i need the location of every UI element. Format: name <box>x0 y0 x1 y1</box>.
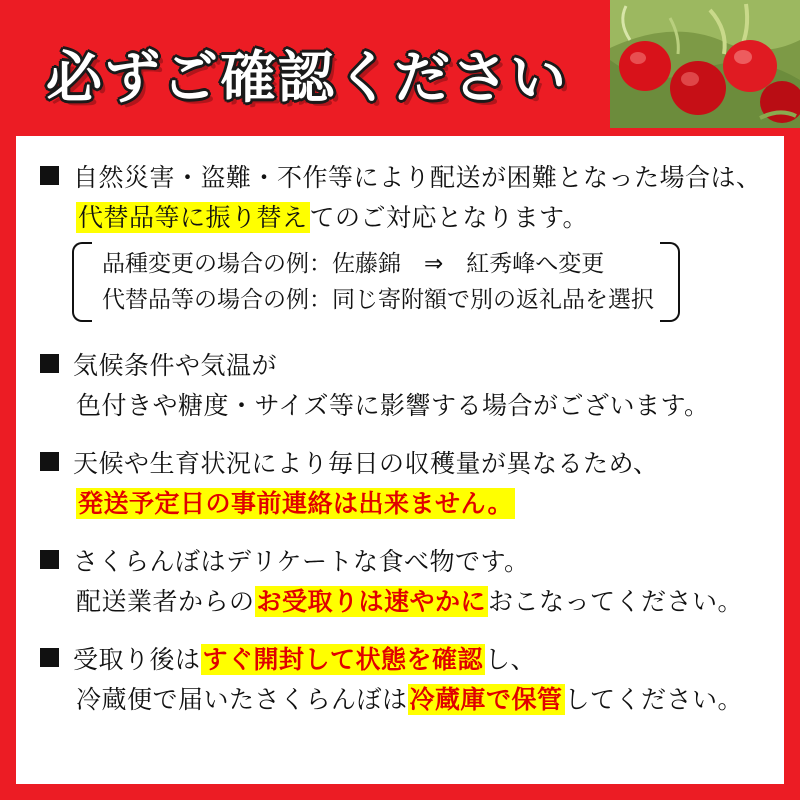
square-bullet-icon <box>40 354 59 373</box>
highlighted-text: 代替品等に振り替え <box>78 203 308 232</box>
notice-card <box>16 136 784 784</box>
notice-text: 配送業者からの <box>76 587 255 616</box>
notice-line <box>40 582 760 622</box>
square-bullet-icon <box>40 452 59 471</box>
notice-line <box>40 444 760 484</box>
highlighted-text: お受取りは速やかに <box>256 587 487 616</box>
notice-block <box>40 444 760 524</box>
notice-text: てのご対応となります。 <box>309 203 589 232</box>
example-box <box>72 242 680 322</box>
notice-block <box>40 640 760 720</box>
cherries-photo <box>610 0 800 128</box>
left-brace <box>72 242 92 322</box>
notice-text: 気候条件や気温が <box>73 351 278 380</box>
page-title: 必ずご確認ください <box>46 46 568 111</box>
notice-text: 天候や生育状況により毎日の収穫量が異なるため、 <box>73 449 659 478</box>
notice-line <box>40 542 760 582</box>
notice-line <box>40 484 760 524</box>
highlighted-text: すぐ開封して状態を確認 <box>202 645 484 674</box>
notice-line <box>40 680 760 720</box>
highlighted-text: 冷蔵庫で保管 <box>409 685 563 714</box>
notice-block <box>40 158 760 328</box>
notice-text: 色付きや糖度・サイズ等に影響する場合がございます。 <box>76 391 710 420</box>
notice-line <box>40 158 760 198</box>
notice-text: 受取り後は <box>73 645 201 674</box>
notice-text: 冷蔵便で届いたさくらんぼは <box>76 685 408 714</box>
example-line: 品種変更の場合の例：佐藤錦 ⇒ 紅秀峰へ変更 <box>102 251 605 277</box>
right-brace <box>660 242 680 322</box>
notice-text: してください。 <box>564 685 744 714</box>
notice-text: おこなってください。 <box>488 587 744 616</box>
notice-text: 自然災害・盗難・不作等により配送が困難となった場合は、 <box>73 163 762 192</box>
notice-line <box>40 640 760 680</box>
notice-block <box>40 542 760 622</box>
notice-text: し、 <box>485 645 537 674</box>
notice-line <box>40 346 760 386</box>
square-bullet-icon <box>40 648 59 667</box>
notice-line <box>40 198 760 238</box>
notice-line <box>40 386 760 426</box>
poster-header <box>0 0 800 128</box>
square-bullet-icon <box>40 166 59 185</box>
highlighted-text: 発送予定日の事前連絡は出来ません。 <box>78 489 514 518</box>
notice-text: さくらんぼはデリケートな食べ物です。 <box>73 547 530 576</box>
square-bullet-icon <box>40 550 59 569</box>
notice-block <box>40 346 760 426</box>
example-line: 代替品等の場合の例：同じ寄附額で別の返礼品を選択 <box>102 287 654 313</box>
